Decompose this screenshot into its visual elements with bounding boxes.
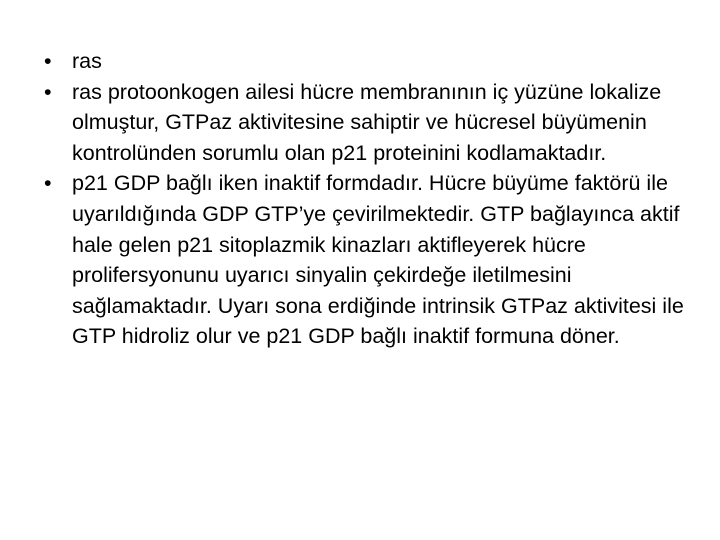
bullet-text: p21 GDP bağlı iken inaktif formdadır. Hücre büyüme faktörü ile uyarıldığında GDP GTP’ye çevirilmektedir. GTP bağlayınca aktif hale gelen p21 sitoplazmik kinazları aktifleyerek hücre prolifersyonunu uyarıcı sinyalin çekirdeğe iletilmesini sağlamaktadır. Uyarı sona erdiğinde intrinsik GTPaz aktivitesi ile GTP hidroliz olur ve p21 GDP bağlı inaktif formuna döner. [72, 171, 684, 349]
bullet-icon: • [44, 171, 52, 196]
bullet-item-ras-description [44, 77, 684, 169]
bullet-icon: • [44, 49, 52, 73]
bullet-icon: • [44, 79, 52, 104]
bullet-text: ras [72, 49, 102, 73]
bullet-text: ras protoonkogen ailesi hücre membranının iç yüzüne lokalize olmuştur, GTPaz aktivitesine sahiptir ve hücresel büyümenin kontrolünden sorumlu olan p21 proteinini kodlamaktadır. [72, 79, 662, 165]
bullet-item-p21-mechanism [44, 168, 684, 352]
bullet-item-ras [44, 46, 684, 77]
bullet-list [44, 46, 684, 352]
